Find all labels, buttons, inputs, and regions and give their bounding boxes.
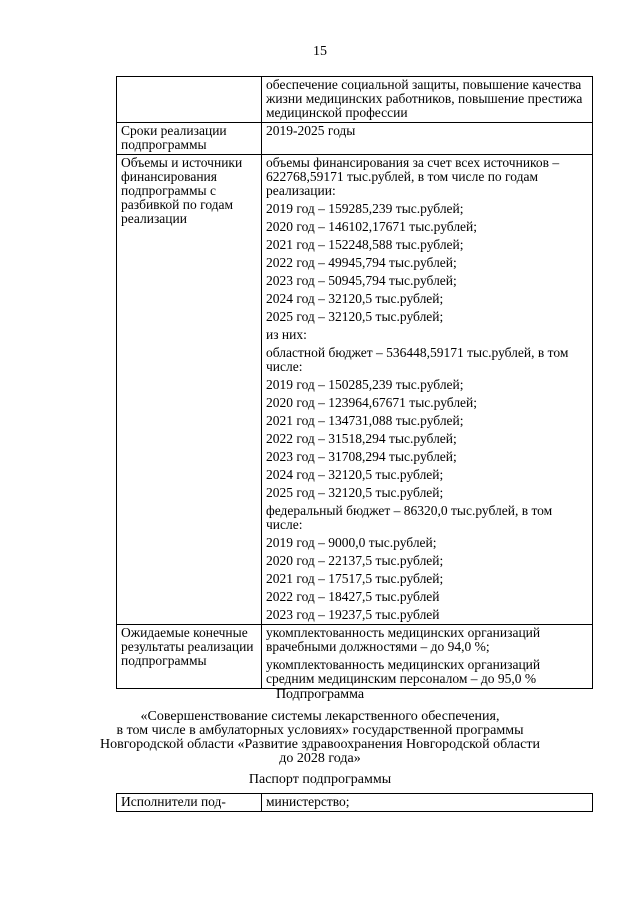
text-line: 2022 год – 49945,794 тыс.рублей; [266,255,457,270]
row-value: обеспечение социальной защиты, повышение качества жизни медицинских работников, повышение престижа медицинской профессии [262,77,593,123]
text-line: 2025 год – 32120,5 тыс.рублей; [266,309,444,324]
subprogram-name-line: до 2028 года» [279,751,361,766]
subprogram-passport-table-2 [116,793,593,812]
text-line: 2020 год – 123964,67671 тыс.рублей; [266,395,478,410]
row-value-list [262,625,593,689]
text-line: федеральный бюджет – 86320,0 тыс.рублей, в том числе: [266,503,553,532]
text-line: 2023 год – 19237,5 тыс.рублей [266,607,440,622]
table-row [117,155,593,625]
text-line: 2024 год – 32120,5 тыс.рублей; [266,467,444,482]
text-line: 2021 год – 152248,588 тыс.рублей; [266,237,464,252]
row-label: Исполнители под- [117,794,262,812]
table-row [117,123,593,155]
text-line: 2021 год – 17517,5 тыс.рублей; [266,571,444,586]
table-row [117,625,593,689]
text-line: 2022 год – 31518,294 тыс.рублей; [266,431,457,446]
text-line: укомплектованность медицинских организаций врачебными должностями – до 94,0 %; [266,625,541,654]
text-line: 2023 год – 50945,794 тыс.рублей; [266,273,457,288]
text-line: 2020 год – 22137,5 тыс.рублей; [266,553,444,568]
subprogram-passport-table [116,76,593,689]
text-line: 2024 год – 32120,5 тыс.рублей; [266,291,444,306]
text-line: областной бюджет – 536448,59171 тыс.рублей, в том числе: [266,345,569,374]
text-line: 2019 год – 150285,239 тыс.рублей; [266,377,464,392]
text-line: 2019 год – 9000,0 тыс.рублей; [266,535,437,550]
page-number: 15 [313,44,327,59]
row-value: министерство; [262,794,593,812]
table-row [117,794,593,812]
text-line: объемы финансирования за счет всех источников – 622768,59171 тыс.рублей, в том числе по годам реализации: [266,155,560,198]
text-line: 2025 год – 32120,5 тыс.рублей; [266,485,444,500]
row-label: Объемы и источники финансирования подпрограммы с разбивкой по годам реализации [117,155,262,625]
text-line: 2019 год – 159285,239 тыс.рублей; [266,201,464,216]
text-line: укомплектованность медицинских организаций средним медицинским персоналом – до 95,0 % [266,657,541,686]
subprogram-name [0,710,640,766]
text-line: 2021 год – 134731,088 тыс.рублей; [266,413,464,428]
text-line: 2020 год – 146102,17671 тыс.рублей; [266,219,478,234]
subprogram-name-line: в том числе в амбулаторных условиях» государственной программы [116,723,524,738]
text-line: из них: [266,327,307,342]
subprogram-heading: Подпрограмма [275,687,365,702]
row-label: Сроки реализации подпрограммы [117,123,262,155]
row-label [117,77,262,123]
row-value-list [262,155,593,625]
text-line: 2023 год – 31708,294 тыс.рублей; [266,449,457,464]
text-line: 2022 год – 18427,5 тыс.рублей [266,589,440,604]
subprogram-name-line: «Совершенствование системы лекарственного обеспечения, [140,709,500,724]
row-label: Ожидаемые конечные результаты реализации подпрограммы [117,625,262,689]
subprogram-name-line: Новгородской области «Развитие здравоохранения Новгородской области [100,737,540,752]
row-value: 2019-2025 годы [262,123,593,155]
table-row [117,77,593,123]
passport-heading: Паспорт подпрограммы [248,772,392,787]
